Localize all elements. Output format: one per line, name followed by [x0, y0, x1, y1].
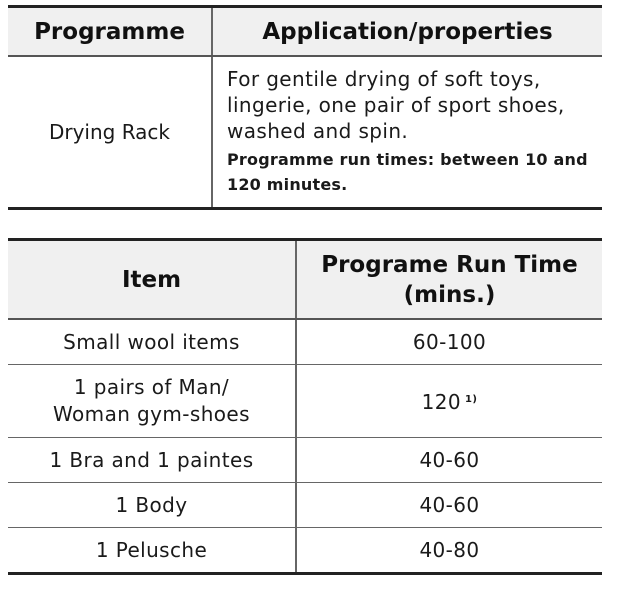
- footnote-marker: 1): [465, 394, 478, 405]
- item-cell: 1 Pelusche: [8, 528, 296, 574]
- table-row: [8, 319, 602, 365]
- programme-table: [8, 5, 602, 210]
- programme-table-header-row: [8, 7, 602, 57]
- programme-name: Drying Rack: [8, 56, 212, 209]
- run-time-cell: [296, 365, 602, 438]
- application-cell: [212, 56, 602, 209]
- run-time-cell: 40-60: [296, 483, 602, 528]
- item-cell: 1 Bra and 1 paintes: [8, 438, 296, 483]
- table-row: [8, 528, 602, 574]
- application-properties-header: Application/properties: [212, 7, 602, 57]
- table-row: [8, 438, 602, 483]
- table-row: [8, 365, 602, 438]
- run-time-cell: 40-60: [296, 438, 602, 483]
- run-time-note: Programme run times: between 10 and 120 minutes.: [227, 150, 588, 194]
- run-time-cell: 60-100: [296, 319, 602, 365]
- programme-table-row: [8, 56, 602, 209]
- application-description: For gentile drying of soft toys, lingerie, one pair of sport shoes, washed and spin.: [227, 67, 565, 143]
- item-cell: 1 Body: [8, 483, 296, 528]
- item-text: 1 pairs of Man/ Woman gym-shoes: [53, 375, 250, 426]
- run-time-header: Programe Run Time (mins.): [296, 240, 602, 320]
- item-run-time-table: [8, 238, 602, 575]
- item-cell: Small wool items: [8, 319, 296, 365]
- run-time-cell: 40-80: [419, 537, 480, 562]
- run-time-value: 120: [421, 390, 462, 414]
- programme-header: Programme: [8, 7, 212, 57]
- item-table-header-row: [8, 240, 602, 320]
- item-cell: [8, 365, 296, 438]
- item-header: Item: [8, 240, 296, 320]
- table-row: [8, 483, 602, 528]
